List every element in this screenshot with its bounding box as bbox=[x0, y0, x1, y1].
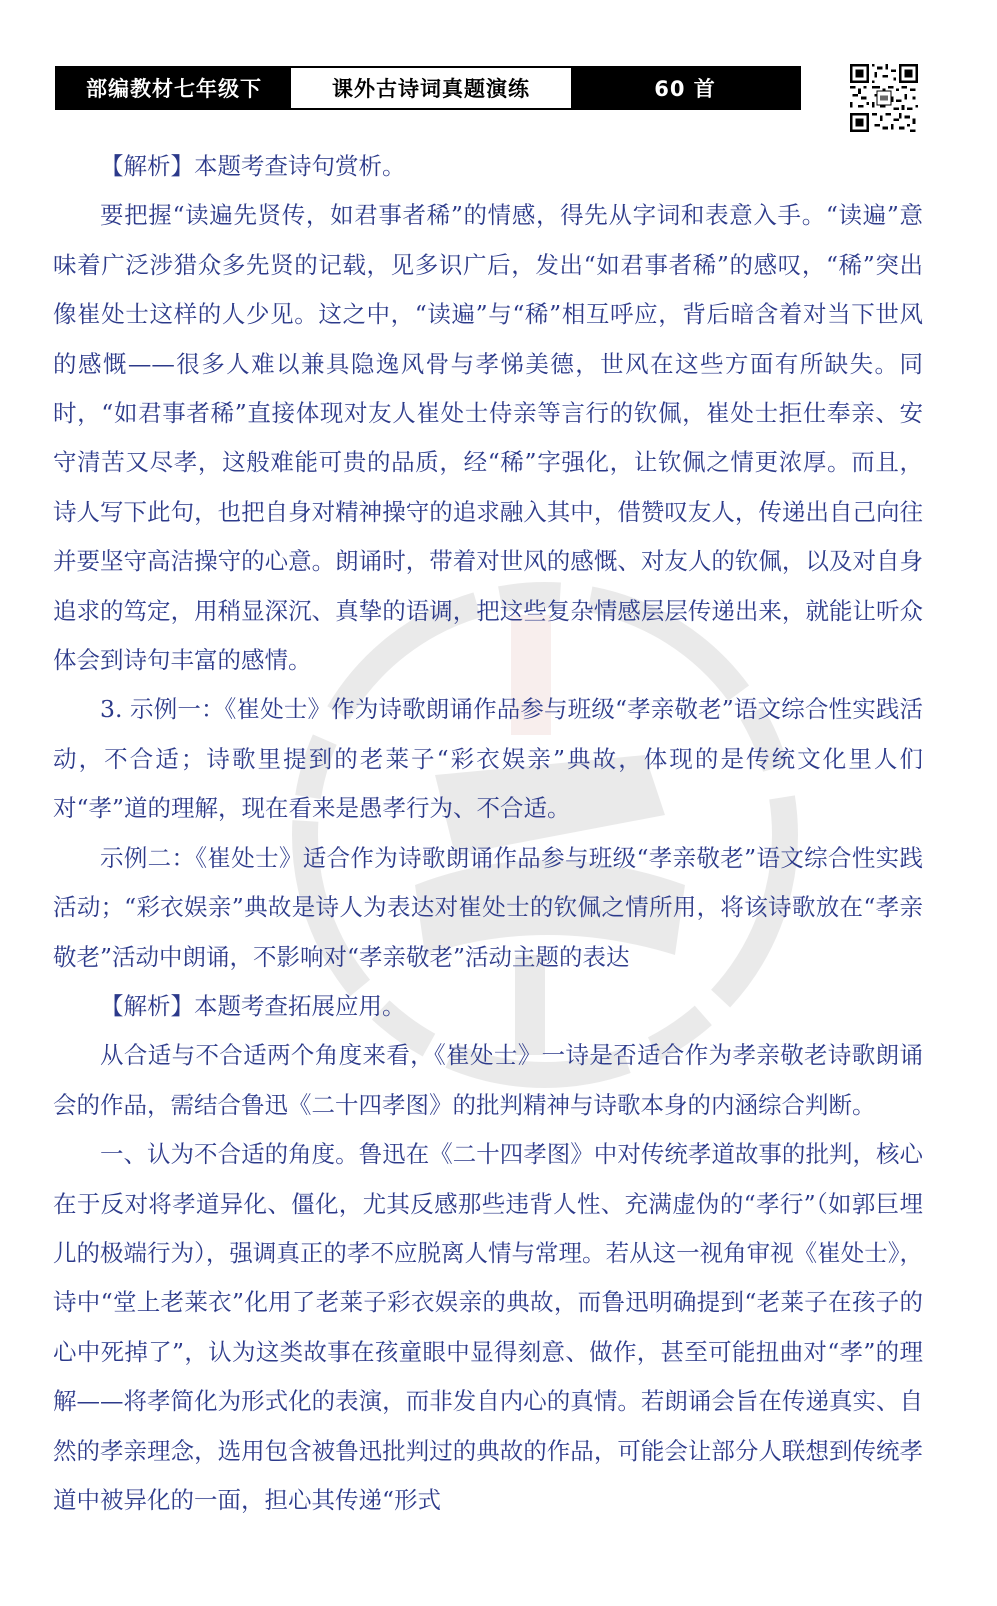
qr-code-icon[interactable] bbox=[850, 64, 918, 132]
page-header bbox=[55, 66, 801, 110]
paragraph: 要把握“读遍先贤传，如君事者稀”的情感，得先从字词和表意入手。“读遍”意味着广泛涉猎众多先贤的记载，见多识广后，发出“如君事者稀”的感叹，“稀”突出像崔处士这样的人少见。这之中，“读遍”与“稀”相互呼应，背后暗含着对当下世风的感慨——很多人难以兼具隐逸风骨与孝悌美德，世风在这些方面有所缺失。同时，“如君事者稀”直接体现对友人崔处士侍亲等言行的钦佩，崔处士拒仕奉亲、安守清苦又尽孝，这般难能可贵的品质，经“稀”字强化，让钦佩之情更浓厚。而且，诗人写下此句，也把自身对精神操守的追求融入其中，借赞叹友人，传递出自己向往并要坚守高洁操守的心意。朗诵时，带着对世风的感慨、对友人的钦佩，以及对自身追求的笃定，用稍显深沉、真挚的语调，把这些复杂情感层层传递出来，就能让听众体会到诗句丰富的感情。 bbox=[53, 201, 923, 675]
analysis-heading: 【解析】本题考查诗句赏析。 bbox=[100, 152, 406, 180]
header-grade-label: 部编教材七年级下 bbox=[57, 68, 291, 108]
example-one: 3. 示例一：《崔处士》作为诗歌朗诵作品参与班级“孝亲敬老”语文综合性实践活动，不合适；诗歌里提到的老莱子“彩衣娱亲”典故，体现的是传统文化里人们对“孝”道的理解，现在看来是愚孝行为、不合适。 bbox=[53, 695, 923, 823]
header-count: 60 首 bbox=[571, 68, 799, 108]
paragraph: 从合适与不合适两个角度来看，《崔处士》一诗是否适合作为孝亲敬老诗歌朗诵会的作品，需结合鲁迅《二十四孝图》的批判精神与诗歌本身的内涵综合判断。 bbox=[53, 1041, 923, 1119]
example-two: 示例二：《崔处士》适合作为诗歌朗诵作品参与班级“孝亲敬老”语文综合性实践活动；“彩衣娱亲”典故是诗人为表达对崔处士的钦佩之情所用，将该诗歌放在“孝亲敬老”活动中朗诵，不影响对“孝亲敬老”活动主题的表达 bbox=[53, 843, 923, 971]
header-title: 课外古诗词真题演练 bbox=[291, 68, 571, 108]
paragraph: 一、认为不合适的角度。鲁迅在《二十四孝图》中对传统孝道故事的批判，核心在于反对将孝道异化、僵化，尤其反感那些违背人性、充满虚伪的“孝行”（如郭巨埋儿的极端行为），强调真正的孝不应脱离人情与常理。若从这一视角审视《崔处士》，诗中“堂上老莱衣”化用了老莱子彩衣娱亲的典故，而鲁迅明确提到“老莱子在孩子的心中死掉了”，认为这类故事在孩童眼中显得刻意、做作，甚至可能扭曲对“孝”的理解——将孝简化为形式化的表演，而非发自内心的真情。若朗诵会旨在传递真实、自然的孝亲理念，选用包含被鲁迅批判过的典故的作品，可能会让部分人联想到传统孝道中被异化的一面，担心其传递“形式 bbox=[53, 1140, 923, 1514]
analysis-heading: 【解析】本题考查拓展应用。 bbox=[100, 991, 406, 1020]
answer-content bbox=[53, 142, 923, 1525]
